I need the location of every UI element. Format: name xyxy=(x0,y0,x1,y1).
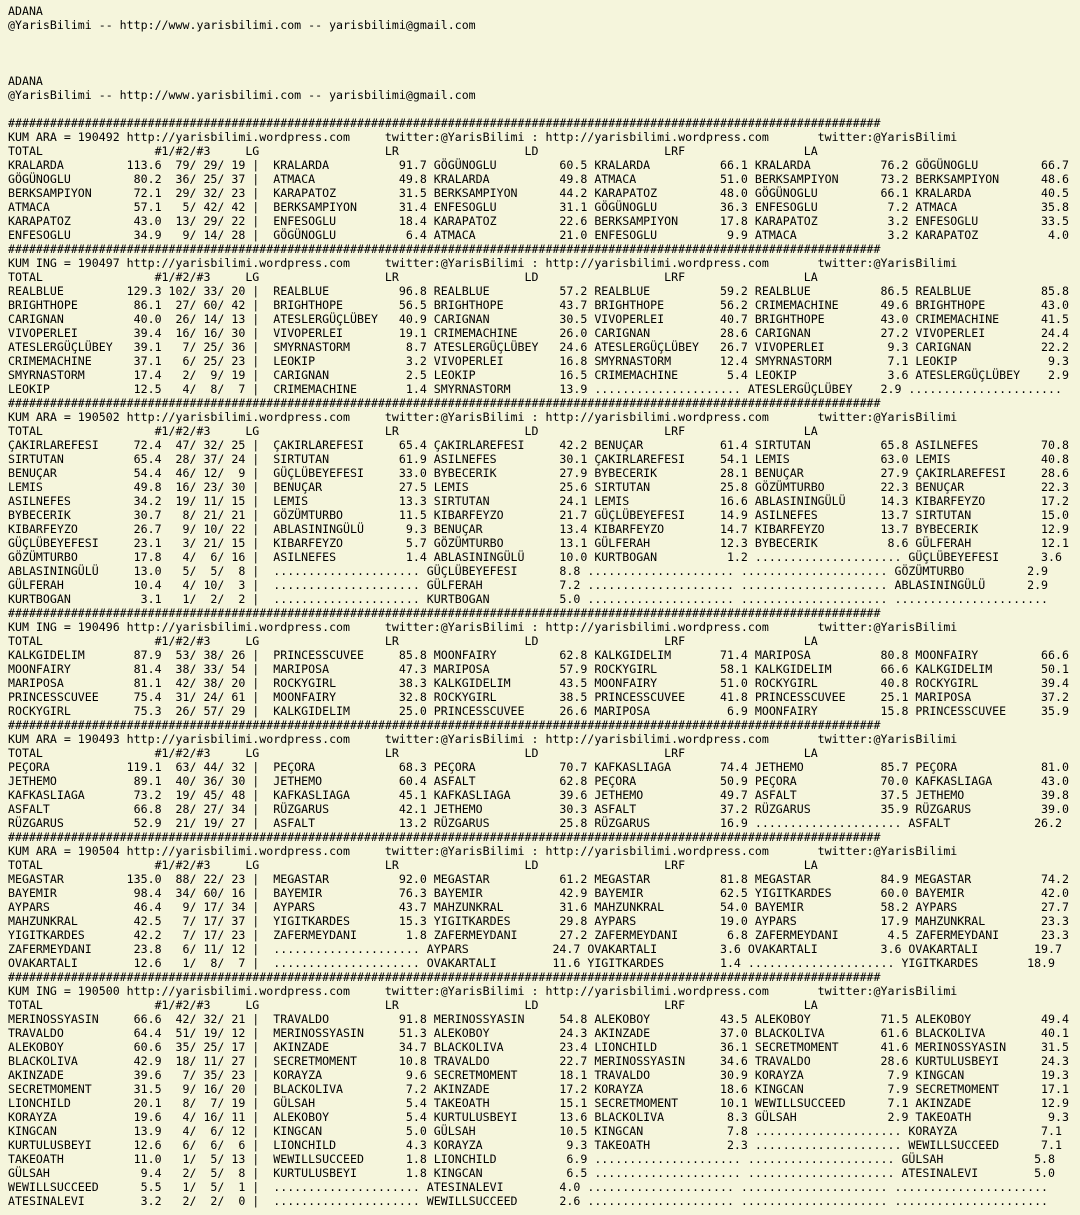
table-row: KALKGIDELIM 87.9 53/ 38/ 26 | PRINCESSCUVEE 85.8 MOONFAIRY 62.8 KALKGIDELIM 71.4 MARIPOSA 80.8 MOONFAIRY 66.6 xyxy=(8,648,1069,662)
race-title: KUM ING = 190500 http://yarisbilimi.wordpress.com twitter:@YarisBilimi : http://yarisbilimi.wordpress.com twitter:@YarisBilimi xyxy=(8,984,958,998)
table-row: MAHZUNKRAL 42.5 7/ 17/ 37 | YIGITKARDES 15.3 YIGITKARDES 29.8 AYPARS 19.0 AYPARS 17.9 MAHZUNKRAL 23.3 xyxy=(8,914,1069,928)
table-row: KURTBOGAN 3.1 1/ 2/ 2 | ..................... KURTBOGAN 5.0 ..................... ..................... ...................... xyxy=(8,592,1049,606)
column-header: TOTAL #1/#2/#3 LG LR LD LRF LA xyxy=(8,144,818,158)
table-row: BLACKOLIVA 42.9 18/ 11/ 27 | SECRETMOMENT 10.8 TRAVALDO 22.7 MERINOSSYASIN 34.6 TRAVALDO 28.6 KURTULUSBEYI 24.3 xyxy=(8,1054,1069,1068)
separator-line: ############################################################################################################################# xyxy=(8,242,881,256)
table-row: CRIMEMACHINE 37.1 6/ 25/ 23 | LEOKIP 3.2 VIVOPERLEI 16.8 SMYRNASTORM 12.4 SMYRNASTORM 7.1 LEOKIP 9.3 xyxy=(8,354,1069,368)
column-header: TOTAL #1/#2/#3 LG LR LD LRF LA xyxy=(8,858,818,872)
table-row: GÜLSAH 9.4 2/ 5/ 8 | KURTULUSBEYI 1.8 KINGCAN 6.5 ..................... ..................... ATESINALEVI 5.0 xyxy=(8,1166,1056,1180)
separator-line: ############################################################################################################################# xyxy=(8,606,881,620)
table-row: ZAFERMEYDANI 23.8 6/ 11/ 12 | ..................... AYPARS 24.7 OVAKARTALI 3.6 OVAKARTALI 3.6 OVAKARTALI 19.7 xyxy=(8,942,1062,956)
table-row: ENFESOGLU 34.9 9/ 14/ 28 | GÖGÜNOGLU 6.4 ATMACA 21.0 ENFESOGLU 9.9 ATMACA 3.2 KARAPATOZ 4.0 xyxy=(8,228,1069,242)
table-row: GÖGÜNOGLU 80.2 36/ 25/ 37 | ATMACA 49.8 KRALARDA 49.8 ATMACA 51.0 BERKSAMPIYON 73.2 BERKSAMPIYON 48.6 xyxy=(8,172,1069,186)
table-row: JETHEMO 89.1 40/ 36/ 30 | JETHEMO 60.4 ASFALT 62.8 PEÇORA 50.9 PEÇORA 70.0 KAFKASLIAGA 43.0 xyxy=(8,774,1069,788)
table-row: PRINCESSCUVEE 75.4 31/ 24/ 61 | MOONFAIRY 32.8 ROCKYGIRL 38.5 PRINCESSCUVEE 41.8 PRINCESSCUVEE 25.1 MARIPOSA 37.2 xyxy=(8,690,1069,704)
blank-line xyxy=(8,102,1080,116)
separator-line: ############################################################################################################################# xyxy=(8,116,881,130)
table-row: CARIGNAN 40.0 26/ 14/ 13 | ATESLERGÜÇLÜBEY 40.9 CARIGNAN 30.5 VIVOPERLEI 40.7 BRIGHTHOPE 43.0 CRIMEMACHINE 41.5 xyxy=(8,312,1069,326)
table-row: TAKEOATH 11.0 1/ 5/ 13 | WEWILLSUCCEED 1.8 LIONCHILD 6.9 ..................... ..................... GÜLSAH 5.8 xyxy=(8,1152,1056,1166)
table-row: ATMACA 57.1 5/ 42/ 42 | BERKSAMPIYON 31.4 ENFESOGLU 31.1 GÖGÜNOGLU 36.3 ENFESOGLU 7.2 ATMACA 35.8 xyxy=(8,200,1069,214)
table-row: BAYEMIR 98.4 34/ 60/ 16 | BAYEMIR 76.3 BAYEMIR 42.9 BAYEMIR 62.5 YIGITKARDES 60.0 BAYEMIR 42.0 xyxy=(8,886,1069,900)
table-row: ATESINALEVI 3.2 2/ 2/ 0 | ..................... WEWILLSUCCEED 2.6 ..................... ..................... ...................... xyxy=(8,1194,1049,1208)
table-row: MEGASTAR 135.0 88/ 22/ 23 | MEGASTAR 92.0 MEGASTAR 61.2 MEGASTAR 81.8 MEGASTAR 84.9 MEGASTAR 74.2 xyxy=(8,872,1069,886)
column-header: TOTAL #1/#2/#3 LG LR LD LRF LA xyxy=(8,270,818,284)
table-row: LIONCHILD 20.1 8/ 7/ 19 | GÜLSAH 5.4 TAKEOATH 15.1 SECRETMOMENT 10.1 WEWILLSUCCEED 7.1 AKINZADE 12.9 xyxy=(8,1096,1069,1110)
table-row: KURTULUSBEYI 12.6 6/ 6/ 6 | LIONCHILD 4.3 KORAYZA 9.3 TAKEOATH 2.3 ..................... WEWILLSUCCEED 7.1 xyxy=(8,1138,1062,1152)
table-row: BRIGHTHOPE 86.1 27/ 60/ 42 | BRIGHTHOPE 56.5 BRIGHTHOPE 43.7 BRIGHTHOPE 56.2 CRIMEMACHINE 49.6 BRIGHTHOPE 43.0 xyxy=(8,298,1069,312)
table-row: BENUÇAR 54.4 46/ 12/ 9 | GÜÇLÜBEYEFESI 33.0 BYBECERIK 27.9 BYBECERIK 28.1 BENUÇAR 27.9 ÇAKIRLAREFESI 28.6 xyxy=(8,466,1069,480)
table-row: ALEKOBOY 60.6 35/ 25/ 17 | AKINZADE 34.7 BLACKOLIVA 23.4 LIONCHILD 36.1 SECRETMOMENT 41.6 MERINOSSYASIN 31.5 xyxy=(8,1040,1069,1054)
table-row: PEÇORA 119.1 63/ 44/ 32 | PEÇORA 68.3 PEÇORA 70.7 KAFKASLIAGA 74.4 JETHEMO 85.7 PEÇORA 81.0 xyxy=(8,760,1069,774)
blank-line xyxy=(8,46,1080,60)
table-row: AYPARS 46.4 9/ 17/ 34 | AYPARS 43.7 MAHZUNKRAL 31.6 MAHZUNKRAL 54.0 BAYEMIR 58.2 AYPARS 27.7 xyxy=(8,900,1069,914)
table-row: AKINZADE 39.6 7/ 35/ 23 | KORAYZA 9.6 SECRETMOMENT 18.1 TRAVALDO 30.9 KORAYZA 7.9 KINGCAN 19.3 xyxy=(8,1068,1069,1082)
table-row: ÇAKIRLAREFESI 72.4 47/ 32/ 25 | ÇAKIRLAREFESI 65.4 ÇAKIRLAREFESI 42.2 BENUÇAR 61.4 SIRTUTAN 65.8 ASILNEFES 70.8 xyxy=(8,438,1069,452)
table-row: KAFKASLIAGA 73.2 19/ 45/ 48 | KAFKASLIAGA 45.1 KAFKASLIAGA 39.6 JETHEMO 49.7 ASFALT 37.5 JETHEMO 39.8 xyxy=(8,788,1069,802)
table-row: GÜÇLÜBEYEFESI 23.1 3/ 21/ 15 | KIBARFEYZO 5.7 GÖZÜMTURBO 13.1 GÜLFERAH 12.3 BYBECERIK 8.6 GÜLFERAH 12.1 xyxy=(8,536,1069,550)
race-title: KUM ARA = 190493 http://yarisbilimi.wordpress.com twitter:@YarisBilimi : http://yarisbilimi.wordpress.com twitter:@YarisBilimi xyxy=(8,732,958,746)
table-row: RÜZGARUS 52.9 21/ 19/ 27 | ASFALT 13.2 RÜZGARUS 25.8 RÜZGARUS 16.9 ..................... ASFALT 26.2 xyxy=(8,816,1062,830)
column-header: TOTAL #1/#2/#3 LG LR LD LRF LA xyxy=(8,634,818,648)
table-row: ASFALT 66.8 28/ 27/ 34 | RÜZGARUS 42.1 JETHEMO 30.3 ASFALT 37.2 RÜZGARUS 35.9 RÜZGARUS 39.0 xyxy=(8,802,1069,816)
table-row: REALBLUE 129.3 102/ 33/ 20 | REALBLUE 96.8 REALBLUE 57.2 REALBLUE 59.2 REALBLUE 86.5 REALBLUE 85.8 xyxy=(8,284,1069,298)
column-header: TOTAL #1/#2/#3 LG LR LD LRF LA xyxy=(8,998,818,1012)
table-row: KRALARDA 113.6 79/ 29/ 19 | KRALARDA 91.7 GÖGÜNOGLU 60.5 KRALARDA 66.1 KRALARDA 76.2 GÖGÜNOGLU 66.7 xyxy=(8,158,1069,172)
table-row: KIBARFEYZO 26.7 9/ 10/ 22 | ABLASININGÜLÜ 9.3 BENUÇAR 13.4 KIBARFEYZO 14.7 KIBARFEYZO 13.7 BYBECERIK 12.9 xyxy=(8,522,1069,536)
race-title: KUM ARA = 190504 http://yarisbilimi.wordpress.com twitter:@YarisBilimi : http://yarisbilimi.wordpress.com twitter:@YarisBilimi xyxy=(8,844,958,858)
table-row: ATESLERGÜÇLÜBEY 39.1 7/ 25/ 36 | SMYRNASTORM 8.7 ATESLERGÜÇLÜBEY 24.6 ATESLERGÜÇLÜBEY 26.7 VIVOPERLEI 9.3 CARIGNAN 22.2 xyxy=(8,340,1069,354)
table-row: WEWILLSUCCEED 5.5 1/ 5/ 1 | ..................... ATESINALEVI 4.0 ..................... ..................... ...................... xyxy=(8,1180,1049,1194)
page-title: ADANA xyxy=(8,4,43,18)
table-row: ASILNEFES 34.2 19/ 11/ 15 | LEMIS 13.3 SIRTUTAN 24.1 LEMIS 16.6 ABLASININGÜLÜ 14.3 KIBARFEYZO 17.2 xyxy=(8,494,1069,508)
table-row: GÖZÜMTURBO 17.8 4/ 6/ 16 | ASILNEFES 1.4 ABLASININGÜLÜ 10.0 KURTBOGAN 1.2 ..................... GÜÇLÜBEYEFESI 3.6 xyxy=(8,550,1062,564)
table-row: LEMIS 49.8 16/ 23/ 30 | BENUÇAR 27.5 LEMIS 25.6 SIRTUTAN 25.8 GÖZÜMTURBO 22.3 BENUÇAR 22.3 xyxy=(8,480,1069,494)
table-row: YIGITKARDES 42.2 7/ 17/ 23 | ZAFERMEYDANI 1.8 ZAFERMEYDANI 27.2 ZAFERMEYDANI 6.8 ZAFERMEYDANI 4.5 ZAFERMEYDANI 23.3 xyxy=(8,928,1069,942)
credits-line: @YarisBilimi -- http://www.yarisbilimi.com -- yarisbilimi@gmail.com xyxy=(8,18,476,32)
race-title: KUM ARA = 190502 http://yarisbilimi.wordpress.com twitter:@YarisBilimi : http://yarisbilimi.wordpress.com twitter:@YarisBilimi xyxy=(8,410,958,424)
race-title: KUM ARA = 190492 http://yarisbilimi.wordpress.com twitter:@YarisBilimi : http://yarisbilimi.wordpress.com twitter:@YarisBilimi xyxy=(8,130,958,144)
race-title: KUM ING = 190496 http://yarisbilimi.wordpress.com twitter:@YarisBilimi : http://yarisbilimi.wordpress.com twitter:@YarisBilimi xyxy=(8,620,958,634)
separator-line: ############################################################################################################################# xyxy=(8,396,881,410)
table-row: TRAVALDO 64.4 51/ 19/ 12 | MERINOSSYASIN 51.3 ALEKOBOY 24.3 AKINZADE 37.0 BLACKOLIVA 61.6 BLACKOLIVA 40.1 xyxy=(8,1026,1069,1040)
table-row: SECRETMOMENT 31.5 9/ 16/ 20 | BLACKOLIVA 7.2 AKINZADE 17.2 KORAYZA 18.6 KINGCAN 7.9 SECRETMOMENT 17.1 xyxy=(8,1082,1069,1096)
table-row: GÜLFERAH 10.4 4/ 10/ 3 | ..................... GÜLFERAH 7.2 ..................... ..................... ABLASININGÜLÜ 2.9 xyxy=(8,578,1049,592)
table-row: KORAYZA 19.6 4/ 16/ 11 | ALEKOBOY 5.4 KURTULUSBEYI 13.6 BLACKOLIVA 8.3 GÜLSAH 2.9 TAKEOATH 9.3 xyxy=(8,1110,1069,1124)
table-row: MERINOSSYASIN 66.6 42/ 32/ 21 | TRAVALDO 91.8 MERINOSSYASIN 54.8 ALEKOBOY 43.5 ALEKOBOY 71.5 ALEKOBOY 49.4 xyxy=(8,1012,1069,1026)
column-header: TOTAL #1/#2/#3 LG LR LD LRF LA xyxy=(8,746,818,760)
race-title: KUM ING = 190497 http://yarisbilimi.wordpress.com twitter:@YarisBilimi : http://yarisbilimi.wordpress.com twitter:@YarisBilimi xyxy=(8,256,958,270)
table-row: BYBECERIK 30.7 8/ 21/ 21 | GÖZÜMTURBO 11.5 KIBARFEYZO 21.7 GÜÇLÜBEYEFESI 14.9 ASILNEFES 13.7 SIRTUTAN 15.0 xyxy=(8,508,1069,522)
blank-line xyxy=(8,60,1080,74)
table-row: KARAPATOZ 43.0 13/ 29/ 22 | ENFESOGLU 18.4 KARAPATOZ 22.6 BERKSAMPIYON 17.8 KARAPATOZ 3.2 ENFESOGLU 33.5 xyxy=(8,214,1069,228)
table-row: MOONFAIRY 81.4 38/ 33/ 54 | MARIPOSA 47.3 MARIPOSA 57.9 ROCKYGIRL 58.1 KALKGIDELIM 66.6 KALKGIDELIM 50.1 xyxy=(8,662,1069,676)
table-row: SIRTUTAN 65.4 28/ 37/ 24 | SIRTUTAN 61.9 ASILNEFES 30.1 ÇAKIRLAREFESI 54.1 LEMIS 63.0 LEMIS 40.8 xyxy=(8,452,1069,466)
separator-line: ############################################################################################################################# xyxy=(8,970,881,984)
blank-line xyxy=(8,32,1080,46)
table-row: OVAKARTALI 12.6 1/ 8/ 7 | ..................... OVAKARTALI 11.6 YIGITKARDES 1.4 ..................... YIGITKARDES 18.9 xyxy=(8,956,1056,970)
table-row: BERKSAMPIYON 72.1 29/ 32/ 23 | KARAPATOZ 31.5 BERKSAMPIYON 44.2 KARAPATOZ 48.0 GÖGÜNOGLU 66.1 KRALARDA 40.5 xyxy=(8,186,1069,200)
credits-line: @YarisBilimi -- http://www.yarisbilimi.com -- yarisbilimi@gmail.com xyxy=(8,88,476,102)
table-row: ROCKYGIRL 75.3 26/ 57/ 29 | KALKGIDELIM 25.0 PRINCESSCUVEE 26.6 MARIPOSA 6.9 MOONFAIRY 15.8 PRINCESSCUVEE 35.9 xyxy=(8,704,1069,718)
table-row: MARIPOSA 81.1 42/ 38/ 20 | ROCKYGIRL 38.3 KALKGIDELIM 43.5 MOONFAIRY 51.0 ROCKYGIRL 40.8 ROCKYGIRL 39.4 xyxy=(8,676,1069,690)
column-header: TOTAL #1/#2/#3 LG LR LD LRF LA xyxy=(8,424,818,438)
table-row: VIVOPERLEI 39.4 16/ 16/ 30 | VIVOPERLEI 19.1 CRIMEMACHINE 26.0 CARIGNAN 28.6 CARIGNAN 27.2 VIVOPERLEI 24.4 xyxy=(8,326,1069,340)
table-row: SMYRNASTORM 17.4 2/ 9/ 19 | CARIGNAN 2.5 LEOKIP 16.5 CRIMEMACHINE 5.4 LEOKIP 3.6 ATESLERGÜÇLÜBEY 2.9 xyxy=(8,368,1069,382)
table-row: LEOKIP 12.5 4/ 8/ 7 | CRIMEMACHINE 1.4 SMYRNASTORM 13.9 ..................... ATESLERGÜÇLÜBEY 2.9 ...................... xyxy=(8,382,1062,396)
table-row: KINGCAN 13.9 4/ 6/ 12 | KINGCAN 5.0 GÜLSAH 10.5 KINGCAN 7.8 ..................... KORAYZA 7.1 xyxy=(8,1124,1062,1138)
separator-line: ############################################################################################################################# xyxy=(8,830,881,844)
table-row: ABLASININGÜLÜ 13.0 5/ 5/ 8 | ..................... GÜÇLÜBEYEFESI 8.8 ..................... ..................... GÖZÜMTURBO 2.9 xyxy=(8,564,1049,578)
page-title: ADANA xyxy=(8,74,43,88)
separator-line: ############################################################################################################################# xyxy=(8,718,881,732)
